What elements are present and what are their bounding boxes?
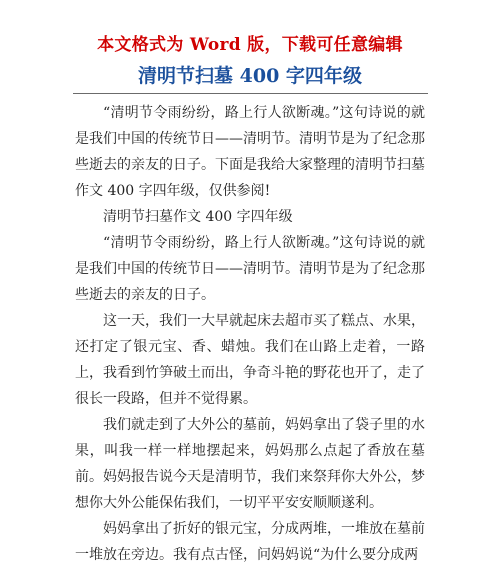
paragraph-poem: “清明节令雨纷纷，路上行人欲断魂。”这句诗说的就是我们中国的传统节日——清明节。清明节是为了纪念那些逝去的亲友的日子。 [75, 235, 425, 303]
paragraph-intro: “清明节令雨纷纷，路上行人欲断魂。”这句诗说的就是我们中国的传统节日——清明节。清明节是为了纪念那些逝去的亲友的日子。下面是我给大家整理的清明节扫墓作文 400 字四年级，仅供参阅! [75, 105, 425, 199]
document-title: 清明节扫墓 400 字四年级 [138, 65, 362, 87]
paragraph-morning: 这一天，我们一大早就起床去超市买了糕点、水果，还打定了银元宝、香、蜡烛。我们在山路上走着，一路上，我看到竹笋破土而出，争奇斗艳的野花也开了，走了很长一段路，但并不觉得累。 [75, 313, 425, 407]
title-divider [73, 93, 428, 94]
paragraph-subheading: 清明节扫墓作文 400 字四年级 [103, 209, 293, 225]
edit-notice-banner: 本文格式为 Word 版，下载可任意编辑 [97, 35, 403, 55]
document-body [75, 100, 425, 568]
paragraph-ingots: 妈妈拿出了折好的银元宝，分成两堆，一堆放在墓前一堆放在旁边。我有点古怪，问妈妈说“为什么要分成两 [75, 521, 425, 563]
paragraph-tomb: 我们就走到了大外公的墓前，妈妈拿出了袋子里的水果，叫我一样一样地摆起来，妈妈那么点起了香放在墓前。妈妈报告说今天是清明节，我们来祭拜你大外公，梦想你大外公能保佑我们，一切平平安安顺顺遂利。 [75, 417, 425, 511]
